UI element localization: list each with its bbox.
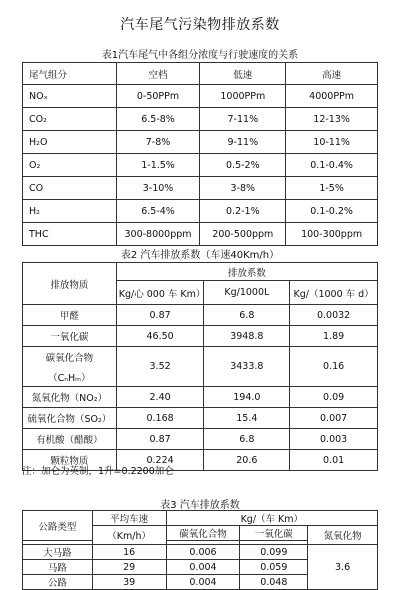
value-cell: 1000PPm [200,85,286,108]
value-cell: 46.50 [116,326,204,347]
value-cell: 7-11% [200,108,286,131]
value-cell: 300-8000ppm [116,223,200,246]
value-cell: 0.01 [290,450,378,471]
table3-header-hydrocarbon: 碳氧化合物 [166,526,240,541]
table1-header-low: 低速 [200,63,286,85]
value-cell: 0.1-0.2% [286,200,378,223]
value-cell: 0.16 [290,347,378,387]
value-cell: 0.004 [166,575,240,590]
value-cell: 0.099 [240,545,308,560]
road-type-cell: 马路 [23,560,93,575]
value-cell: 0.048 [240,575,308,590]
table2-header-emission-factor: 排放系数 [116,263,377,281]
table1-caption: 表1汽车尾气中各组分浓度与行驶速度的关系 [101,50,299,61]
component-cell: NOₓ [23,85,117,108]
value-cell: 15.4 [204,408,290,429]
speed-cell: 29 [92,560,166,575]
value-cell: 3-10% [116,177,200,200]
table-row [23,223,378,246]
value-cell: 0.168 [116,408,204,429]
value-cell: 0.0032 [290,305,378,326]
road-type-cell: 公路 [23,575,93,590]
unit-per-vehicle-day: Kg/（1000 车 d） [290,281,378,305]
table-row [23,326,378,347]
value-cell: 0-50PPm [116,85,200,108]
table-row [23,131,378,154]
table2-header-substance: 排放物质 [23,263,117,305]
value-cell: 0.004 [166,560,240,575]
table3-header-row [23,511,378,526]
table-row [23,387,378,408]
value-cell: 0.003 [290,429,378,450]
table2-note: 注：加仑为英制，1升=0.2200加仑 [22,466,174,477]
nox-merged-cell: 3.6 [308,545,378,590]
table3-header-speed: 平均车速 [92,511,166,526]
table1-header-row [23,63,378,85]
component-cell: O₂ [23,154,117,177]
value-cell: 0.059 [240,560,308,575]
table3-header-road-type: 公路类型 [23,511,93,541]
table1-header-component: 尾气组分 [23,63,117,85]
value-cell: 200-500ppm [200,223,286,246]
table-row [23,408,378,429]
table3-header-speed-unit: （Km/h） [92,526,166,545]
value-cell: 6.5-8% [116,108,200,131]
value-cell: 0.87 [116,429,204,450]
table3-caption: 表3 汽车排放系数 [160,500,240,511]
document-title: 汽车尾气污染物排放系数 [120,17,280,33]
value-cell: 194.0 [204,387,290,408]
value-cell: 100-300ppm [286,223,378,246]
component-cell: H₂ [23,200,117,223]
table-row [23,177,378,200]
table2-caption: 表2 汽车排放系数（车速40Km/h） [120,250,280,261]
value-cell: 1-5% [286,177,378,200]
table-row [23,429,378,450]
value-cell: 2.40 [116,387,204,408]
value-cell: 7-8% [116,131,200,154]
value-cell: 4000PPm [286,85,378,108]
substance-cell: 颗粒物质 [23,450,117,471]
component-cell: CO [23,177,117,200]
value-cell: 3.52 [116,347,204,387]
component-cell: THC [23,223,117,246]
value-cell: 0.1-0.4% [286,154,378,177]
table3-header-nox: 氮氧化物 [308,526,378,545]
table3-header-co: 一氧化碳 [240,526,308,541]
value-cell: 0.2-1% [200,200,286,223]
table1-header-high: 高速 [286,63,378,85]
value-cell: 3948.8 [204,326,290,347]
table-row [23,154,378,177]
table1-header-idle: 空档 [116,63,200,85]
table-row [23,85,378,108]
substance-name: 碳氧化合物 [45,352,94,364]
substance-cell: 一氧化碳 [23,326,117,347]
value-cell: 6.5-4% [116,200,200,223]
value-cell: 6.8 [204,305,290,326]
substance-cell: 氮氧化物（NO₂） [23,387,117,408]
value-cell: 1.89 [290,326,378,347]
value-cell: 0.007 [290,408,378,429]
component-cell: H₂O [23,131,117,154]
value-cell: 3-8% [200,177,286,200]
table-row [23,200,378,223]
unit-per-vehicle-km: Kg/心 000 车 Km） [116,281,204,305]
value-cell: 10-11% [286,131,378,154]
table2 [22,262,378,471]
value-cell: 0.5-2% [200,154,286,177]
value-cell: 0.87 [116,305,204,326]
road-type-cell: 大马路 [23,545,93,560]
value-cell: 12-13% [286,108,378,131]
substance-cell: 硫氧化合物（SO₂） [23,408,117,429]
table1 [22,62,378,246]
table-row [23,347,378,387]
component-cell: CO₂ [23,108,117,131]
table2-group-header-row [23,263,378,281]
value-cell: 6.8 [204,429,290,450]
value-cell: 0.006 [166,545,240,560]
value-cell: 0.224 [116,450,204,471]
table3-header-unit: Kg/（车 Km） [166,511,377,526]
substance-cell: 有机酸（醋酸） [23,429,117,450]
value-cell: 3433.8 [204,347,290,387]
table-row [23,108,378,131]
table-row [23,305,378,326]
substance-cell: 甲醛 [23,305,117,326]
substance-formula: （CₙHₘ） [48,372,91,384]
speed-cell: 39 [92,575,166,590]
table3 [22,510,378,590]
value-cell: 9-11% [200,131,286,154]
substance-cell [23,347,117,387]
value-cell: 0.09 [290,387,378,408]
speed-cell: 16 [92,545,166,560]
table-row [23,545,378,560]
value-cell: 20.6 [204,450,290,471]
unit-per-liter: Kg/1000L [204,281,290,305]
value-cell: 1-1.5% [116,154,200,177]
